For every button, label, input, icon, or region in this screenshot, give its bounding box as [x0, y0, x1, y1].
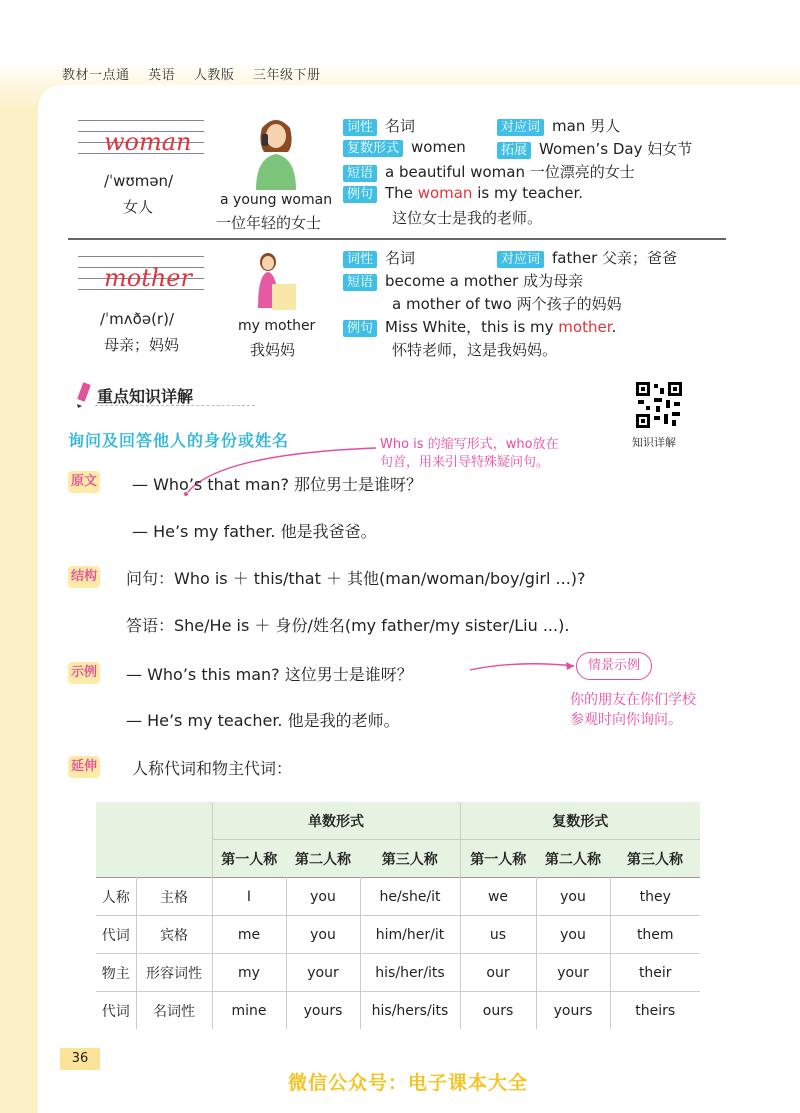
note-line: 句首，用来引导特殊疑问句。: [380, 455, 550, 470]
table-corner: [96, 802, 212, 878]
tag-phrase: 短语: [343, 274, 377, 291]
vocab-phonetic: /ˈwʊmən/: [104, 172, 174, 190]
table-cell: me: [212, 916, 286, 954]
section-title: 重点知识详解: [97, 387, 194, 406]
entry-divider: [68, 238, 726, 240]
pencil-icon: [74, 382, 94, 408]
row-category: 人称: [101, 889, 130, 906]
entry-row: [343, 316, 616, 337]
tag-value: become a mother 成为母亲: [385, 272, 584, 290]
entry-row: [343, 115, 415, 136]
note-line: 你的朋友在你们学校: [570, 692, 696, 708]
table-cell: your: [536, 954, 610, 992]
label-extension: 延伸: [68, 756, 100, 778]
picture-caption-en: a young woman: [220, 192, 333, 208]
subheader: 第三人称: [627, 851, 683, 868]
entry-row: [343, 161, 635, 182]
row-subcategory: 宾格: [136, 916, 212, 954]
table-cell: your: [286, 954, 360, 992]
picture-caption-zh: 我妈妈: [250, 341, 296, 359]
example-highlight: mother: [558, 318, 612, 336]
structure-answer: 答语：She/He is ＋ 身份/姓名(my father/my sister/Liu ...).: [126, 616, 570, 635]
topic-subtitle: 询问及回答他人的身份或姓名: [68, 431, 290, 450]
table-cell: ours: [460, 992, 536, 1030]
vocab-phonetic: /ˈmʌðə(r)/: [100, 310, 174, 328]
subheader: 第二人称: [545, 851, 601, 868]
table-cell: yours: [536, 992, 610, 1030]
table-row: [96, 954, 700, 992]
label-structure: 结构: [68, 566, 100, 588]
table-cell: he/she/it: [360, 878, 460, 916]
subheader: 第一人称: [212, 840, 286, 878]
table-cell: mine: [212, 992, 286, 1030]
qr-code-icon[interactable]: [636, 382, 682, 428]
tag-phrase: 短语: [343, 165, 377, 182]
table-cell: theirs: [610, 992, 700, 1030]
example-translation: 这位女士是我的老师。: [392, 209, 543, 227]
table-row: [96, 916, 700, 954]
section-title-underline: [95, 405, 255, 407]
label-example: 示例: [68, 662, 100, 684]
row-category: 代词: [101, 1003, 130, 1020]
table-cell: his/her/its: [360, 954, 460, 992]
header-subject: 英语: [148, 68, 176, 83]
table-cell: them: [610, 916, 700, 954]
vocab-meaning: 母亲；妈妈: [104, 336, 180, 354]
table-cell: our: [460, 954, 536, 992]
tag-value: 名词: [385, 249, 416, 267]
subheader: 第三人称: [381, 851, 438, 868]
header-book: 教材一点通: [62, 68, 130, 83]
tag-value: 名词: [385, 117, 416, 135]
header-grade: 三年级下册: [252, 68, 321, 83]
mother-illustration: [248, 250, 298, 318]
entry-row: [497, 115, 620, 136]
tag-value: Women’s Day 妇女节: [539, 140, 693, 158]
tag-value: women: [411, 138, 466, 156]
table-cell: we: [460, 878, 536, 916]
entry-row: [343, 270, 583, 291]
tag-plural: 复数形式: [343, 140, 403, 157]
structure-question: 问句：Who is ＋ this/that ＋ 其他(man/woman/boy/girl ...)?: [126, 569, 586, 588]
table-cell: they: [610, 878, 700, 916]
tag-part-of-speech: 词性: [343, 251, 377, 268]
header-singular: 单数形式: [212, 802, 460, 840]
picture-caption-en: my mother: [238, 318, 316, 334]
tag-value: a beautiful woman 一位漂亮的女士: [385, 163, 635, 181]
scene-arrow: [468, 656, 578, 680]
grammar-note: [380, 436, 559, 472]
table-cell: my: [212, 954, 286, 992]
table-cell: him/her/it: [360, 916, 460, 954]
tag-counterpart: 对应词: [497, 251, 544, 268]
table-cell: you: [536, 916, 610, 954]
page-number: 36: [60, 1048, 100, 1070]
table-cell: you: [286, 878, 360, 916]
tag-value: man 男人: [552, 117, 621, 135]
tag-value: father 父亲；爸爸: [552, 249, 678, 267]
pronoun-table: [96, 802, 700, 1029]
running-header: [62, 64, 334, 83]
phrase-line: a mother of two 两个孩子的妈妈: [392, 295, 622, 313]
woman-illustration: [248, 114, 304, 190]
table-cell: his/hers/its: [360, 992, 460, 1030]
tag-part-of-speech: 词性: [343, 119, 377, 136]
tag-counterpart: 对应词: [497, 119, 544, 136]
note-line: Who is 的缩写形式，who放在: [380, 437, 559, 452]
table-cell: us: [460, 916, 536, 954]
row-subcategory: 形容词性: [136, 954, 212, 992]
table-row: [96, 992, 700, 1030]
example-line-1: — Who’s this man? 这位男士是谁呀？: [126, 665, 413, 684]
entry-row: [497, 247, 677, 268]
row-subcategory: 主格: [136, 878, 212, 916]
qr-label: 知识详解: [632, 436, 676, 449]
example-text: is my teacher.: [472, 184, 584, 202]
table-cell: their: [610, 954, 700, 992]
vocab-word: woman: [104, 128, 192, 156]
table-cell: you: [286, 916, 360, 954]
entry-row: [497, 138, 692, 159]
entry-row: [343, 247, 415, 268]
example-line-2: — He’s my teacher. 他是我的老师。: [126, 711, 400, 730]
entry-row: [343, 184, 583, 203]
entry-row: [343, 138, 466, 157]
picture-caption-zh: 一位年轻的女士: [216, 214, 322, 232]
table-cell: yours: [286, 992, 360, 1030]
original-line-2: — He’s my father. 他是我爸爸。: [132, 522, 377, 541]
row-category: 物主: [101, 965, 130, 982]
scene-tag: 情景示例: [576, 652, 652, 680]
tag-example: 例句: [343, 186, 377, 203]
subheader: 第二人称: [295, 851, 351, 868]
example-text: Miss White，this is my: [385, 318, 559, 336]
row-subcategory: 名词性: [136, 992, 212, 1030]
footer-watermark: 微信公众号：电子课本大全: [288, 1072, 529, 1094]
table-row: [96, 878, 700, 916]
example-translation: 怀特老师，这是我妈妈。: [392, 341, 558, 359]
extension-text: 人称代词和物主代词：: [132, 759, 293, 778]
label-original: 原文: [68, 471, 100, 493]
table-cell: you: [536, 878, 610, 916]
example-text: The: [385, 184, 418, 202]
tag-example: 例句: [343, 320, 377, 337]
table-cell: I: [212, 878, 286, 916]
subheader: 第一人称: [460, 840, 536, 878]
vocab-meaning: 女人: [123, 198, 154, 216]
example-highlight: woman: [417, 184, 473, 202]
note-line: 参观时向你询问。: [570, 712, 682, 728]
tag-extension: 拓展: [497, 142, 531, 159]
original-line-1: — Who’s that man? 那位男士是谁呀？: [132, 475, 423, 494]
row-category: 代词: [101, 927, 130, 944]
example-text: .: [611, 318, 617, 336]
header-edition: 人教版: [193, 68, 235, 83]
scene-note: [570, 690, 696, 730]
vocab-word: mother: [104, 264, 192, 292]
header-plural: 复数形式: [460, 802, 700, 840]
